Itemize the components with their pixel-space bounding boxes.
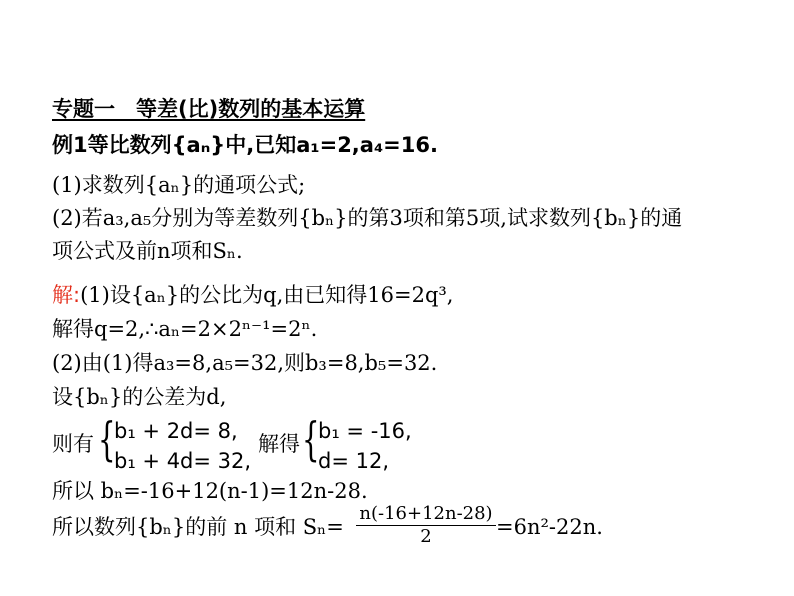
- result-2: d= 12,: [318, 449, 389, 473]
- solution-line-3: (2)由(1)得a₃=8,a₅=32,则b₃=8,b₅=32.: [52, 351, 438, 375]
- right-brace: {: [302, 412, 320, 466]
- result-1: b₁ = -16,: [318, 419, 412, 443]
- solution-line-5: 所以 bₙ=-16+12(n-1)=12n-28.: [52, 479, 368, 503]
- solution-line-4: 设{bₙ}的公差为d,: [52, 385, 227, 409]
- problem-line-3: (2)若a₃,a₅分别为等差数列{bₙ}的第3项和第5项,试求数列{bₙ}的通: [52, 206, 683, 230]
- fraction-denominator: 2: [420, 526, 432, 547]
- problem-line-2: (1)求数列{aₙ}的通项公式;: [52, 173, 306, 197]
- solution-line-6-prefix: 所以数列{bₙ}的前 n 项和 Sₙ=: [52, 515, 344, 539]
- problem-line-4: 项公式及前n项和Sₙ.: [52, 239, 243, 263]
- solution-line-1: [52, 282, 453, 308]
- equation-2: b₁ + 4d= 32,: [114, 449, 252, 473]
- solution-label: 解:: [52, 283, 81, 307]
- left-brace: {: [98, 412, 116, 466]
- solve-label: 解得: [258, 432, 300, 456]
- equation-1: b₁ + 2d= 8,: [114, 419, 238, 443]
- solution-line-6-suffix: =6n²-22n.: [496, 515, 603, 539]
- solution-line-2: 解得q=2,∴aₙ=2×2ⁿ⁻¹=2ⁿ.: [52, 317, 318, 341]
- problem-line-1: 例1等比数列{aₙ}中,已知a₁=2,a₄=16.: [52, 133, 438, 157]
- solution-line-1-text: (1)设{aₙ}的公比为q,由已知得16=2q³,: [80, 283, 454, 307]
- sum-fraction: [356, 503, 496, 548]
- fraction-numerator: n(-16+12n-28): [359, 503, 493, 524]
- section-title: 专题一 等差(比)数列的基本运算: [52, 97, 366, 121]
- then-label: 则有: [52, 432, 94, 456]
